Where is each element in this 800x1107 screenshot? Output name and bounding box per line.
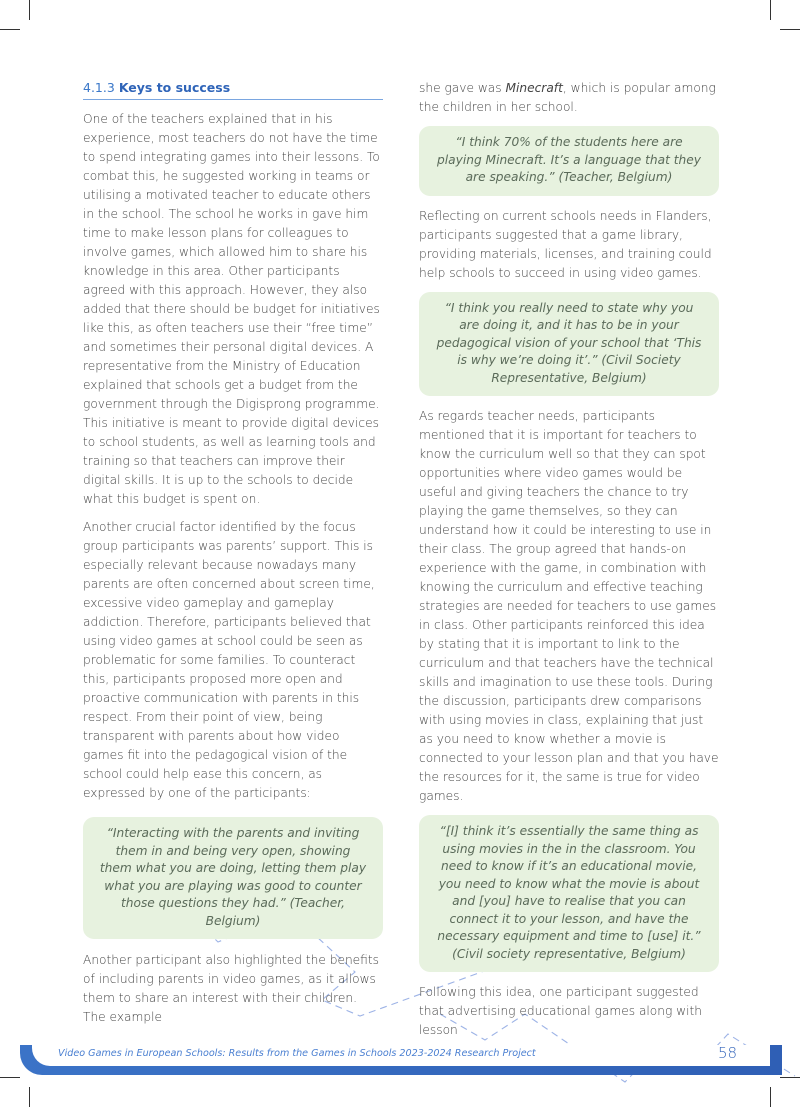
page-number: 58	[718, 1044, 738, 1062]
section-number: 4.1.3	[83, 80, 115, 95]
left-paragraph-3: Another participant also highlighted the benefits of including parents in video games, as it allows them to share an interest with their children. The example	[83, 953, 379, 1024]
quote-box-parents: “Interacting with the parents and inviting them in and being very open, showing them what you are doing, letting them play what you are playing was good to counter those questions they had.” (Teacher, Belgium)	[83, 817, 383, 939]
right-paragraph-2: Reflecting on current schools needs in Flanders, participants suggested that a game library, providing materials, licenses, and training could help schools to succeed in using video games.	[419, 208, 712, 280]
quote-box-movies: “[I] think it’s essentially the same thing as using movies in the in the classroom. You need to know if it’s an educational movie, you need to know what the movie is about and [you] have to realise that you can connect it to your lesson, and have the necessary equipment and time to [use] it.” (Civil society representative, Belgium)	[419, 815, 719, 972]
right-paragraph-1	[419, 79, 719, 117]
right-p1-text: she gave was	[419, 81, 506, 95]
left-column	[83, 79, 383, 1036]
quote-box-minecraft: “I think 70% of the students here are playing Minecraft. It’s a language that they are speaking.” (Teacher, Belgium)	[419, 126, 719, 196]
right-paragraph-4: Following this idea, one participant suggested that advertising educational games along with lesson	[419, 985, 703, 1037]
quote-box-pedagogical: “I think you really need to state why you are doing it, and it has to be in your pedagogical vision of your school that ‘This is why we’re doing it’.” (Civil Society Representative, Belgium)	[419, 292, 719, 397]
left-paragraph-1: One of the teachers explained that in his experience, most teachers do not have the time to spend integrating games into their lessons. To combat this, he suggested working in teams or utilising a motivated teacher to educate others in the school. The school he works in gave him time to make lesson plans for colleagues to involve games, which allowed him to share his knowledge in this area. Other participants agreed with this approach. However, they also added that there should be budget for initiatives like this, as often teachers use their “free time” and sometimes their personal digital devices. A representative from the Ministry of Education explained that schools get a budget from the government through the Digisprong programme. This initiative is meant to provide digital devices to school students, as well as learning tools and training so that teachers can improve their digital skills. It is up to the schools to decide what this budget is spent on.	[83, 112, 380, 506]
right-p1-emphasis: Minecraft	[505, 81, 563, 95]
footer-title: Video Games in European Schools: Results from the Games in Schools 2023-2024 Research Project	[58, 1048, 536, 1059]
right-p1-text-end: , which is popular among the children in her school.	[419, 81, 716, 114]
left-paragraph-2: Another crucial factor identified by the focus group participants was parents’ support. This is especially relevant because nowadays many parents are often concerned about screen time, excessive video gameplay and gameplay addiction. Therefore, participants believed that using video games at school could be seen as problematic for some families. To counteract this, participants proposed more open and proactive communication with parents in this respect. From their point of view, being transparent with parents about how video games fit into the pedagogical vision of the school could help ease this concern, as expressed by one of the participants:	[83, 520, 375, 800]
right-column	[419, 79, 719, 1049]
right-paragraph-3: As regards teacher needs, participants mentioned that it is important for teachers to know the curriculum well so that they can spot opportunities where video games would be useful and giving teachers the chance to try playing the game themselves, so they can understand how it could be interesting to use in their class. The group agreed that hands-on experience with the game, in combination with knowing the curriculum and effective teaching strategies are needed for teachers to use games in class. Other participants reinforced this idea by stating that it is important to link to the curriculum and that teachers have the technical skills and imagination to use these tools. During the discussion, participants drew comparisons with using movies in class, explaining that just as you need to know whether a movie is connected to your lesson plan and that you have the resources for it, the same is true for video games.	[419, 409, 719, 803]
section-heading	[83, 79, 383, 100]
section-title: Keys to success	[118, 80, 231, 95]
